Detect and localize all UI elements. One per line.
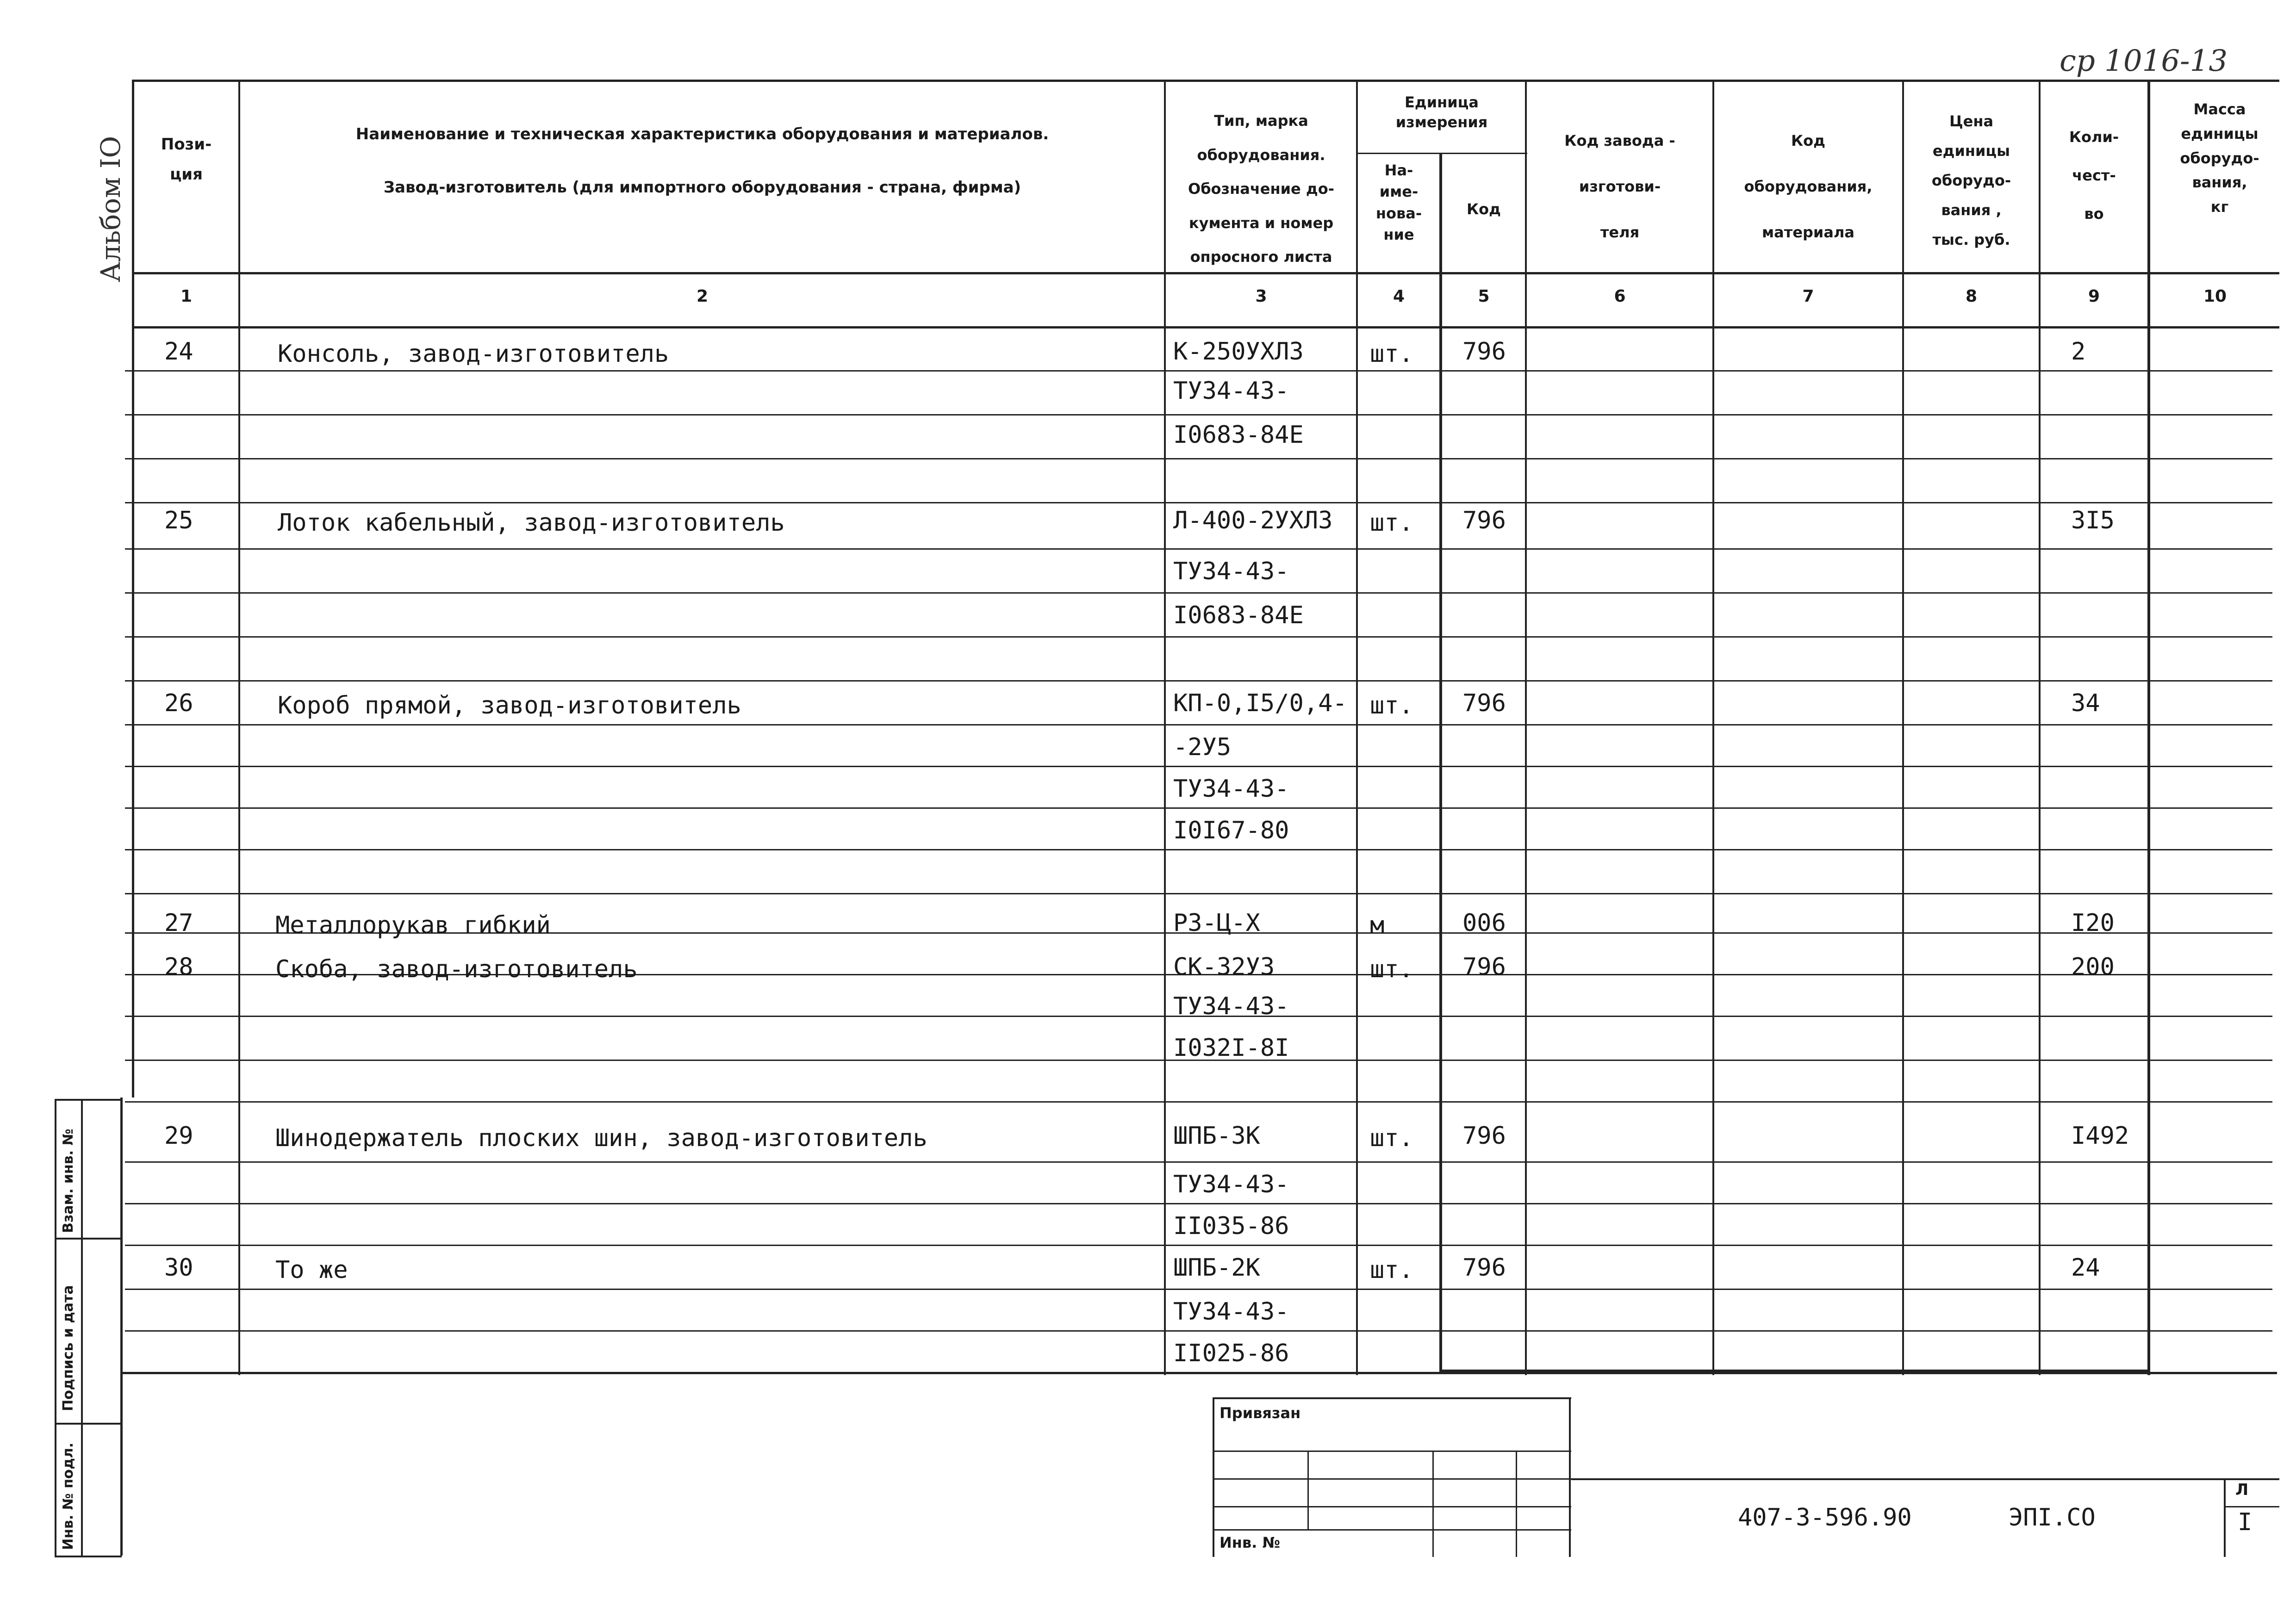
- row-type: ТУ34-43-: [1173, 775, 1289, 803]
- row-unit-code: 796: [1462, 689, 1506, 717]
- row-unit-code: 006: [1462, 909, 1506, 937]
- row-quantity: I20: [2071, 909, 2115, 937]
- row-position: 25: [164, 507, 193, 534]
- row-type: ШПБ-2К: [1173, 1254, 1260, 1282]
- row-unit-code: 796: [1462, 338, 1506, 366]
- header-mass: Масса единицы оборудо- вания, кг: [2180, 100, 2259, 216]
- row-quantity: 200: [2071, 953, 2115, 981]
- row-type: ТУ34-43-: [1173, 1298, 1289, 1326]
- sheet-number: I: [2238, 1508, 2252, 1536]
- col-num-4: 4: [1393, 287, 1405, 306]
- row-name: Консоль, завод-изготовитель: [278, 340, 669, 368]
- col-num-5: 5: [1478, 287, 1490, 306]
- row-type: -2У5: [1173, 733, 1232, 761]
- row-name: То же: [275, 1256, 348, 1284]
- row-name: Металлорукав гибкий: [275, 911, 551, 939]
- row-type: I0I67-80: [1173, 817, 1289, 844]
- stamp-privyazan-label: Привязан: [1220, 1404, 1301, 1422]
- col-num-8: 8: [1965, 287, 1978, 306]
- row-type: РЗ-Ц-Х: [1173, 909, 1260, 937]
- col-num-2: 2: [696, 287, 709, 306]
- row-type: ТУ34-43-: [1173, 558, 1289, 585]
- row-type: I032I-8I: [1173, 1034, 1289, 1062]
- header-quantity: Коли- чест- во: [2069, 128, 2119, 223]
- header-name: Наименование и техническая характеристика оборудования и материалов.: [355, 125, 1049, 143]
- sheet-code: ЭПI.СО: [2009, 1504, 2096, 1531]
- row-type: Л-400-2УХЛЗ: [1173, 507, 1333, 534]
- row-type: К-250УХЛЗ: [1173, 338, 1304, 366]
- row-position: 30: [164, 1254, 193, 1282]
- row-type: СК-32УЗ: [1173, 953, 1275, 981]
- row-unit-code: 796: [1462, 1122, 1506, 1150]
- row-type: ТУ34-43-: [1173, 1171, 1289, 1198]
- row-unit: шт.: [1370, 692, 1413, 719]
- col-num-9: 9: [2088, 287, 2100, 306]
- row-quantity: 3I5: [2071, 507, 2115, 534]
- col-num-7: 7: [1802, 287, 1814, 306]
- row-type: КП-0,I5/0,4-: [1173, 689, 1347, 717]
- row-type: ТУ34-43-: [1173, 377, 1289, 405]
- row-quantity: 2: [2071, 338, 2086, 366]
- header-unit-name: На- име- нова- ние: [1375, 161, 1422, 244]
- col-num-6: 6: [1614, 287, 1626, 306]
- header-manufacturer: Завод-изготовитель (для импортного оборудования - страна, фирма): [383, 178, 1021, 197]
- row-position: 29: [164, 1122, 193, 1150]
- row-name: Скоба, завод-изготовитель: [275, 955, 638, 983]
- col-num-1: 1: [180, 287, 193, 306]
- row-unit: шт.: [1370, 955, 1413, 983]
- header-unit-code: Код: [1467, 200, 1501, 218]
- header-position: Пози- ция: [161, 135, 212, 184]
- album-label: Альбом IO: [95, 136, 126, 282]
- row-name: Шинодержатель плоских шин, завод-изготовитель: [275, 1124, 927, 1152]
- document-code: 407-3-596.90: [1738, 1504, 1912, 1531]
- header-unit: Единица измерения: [1395, 93, 1488, 131]
- row-unit: шт.: [1370, 509, 1413, 537]
- row-unit: м: [1370, 911, 1385, 939]
- row-quantity: I492: [2071, 1122, 2129, 1150]
- row-quantity: 24: [2071, 1254, 2100, 1282]
- row-type: ШПБ-ЗК: [1173, 1122, 1260, 1150]
- header-plant-code: Код завода - изготови- теля: [1564, 132, 1675, 242]
- row-type: I0683-84Е: [1173, 421, 1304, 449]
- row-type: II035-86: [1173, 1212, 1289, 1240]
- row-unit-code: 796: [1462, 953, 1506, 981]
- handwritten-doc-code: ср 1016-13: [2060, 44, 2228, 78]
- row-name: Лоток кабельный, завод-изготовитель: [278, 509, 785, 537]
- row-unit: шт.: [1370, 340, 1413, 368]
- row-position: 24: [164, 338, 193, 366]
- row-unit-code: 796: [1462, 1254, 1506, 1282]
- row-type: ТУ34-43-: [1173, 992, 1289, 1020]
- row-position: 27: [164, 909, 193, 937]
- stamp-signature-date: Подпись и дата: [60, 1285, 76, 1411]
- row-name: Короб прямой, завод-изготовитель: [278, 692, 741, 719]
- header-type: Тип, марка оборудования. Обозначение до- кумента и номер опросного листа: [1188, 112, 1334, 266]
- stamp-vzam-inv: Взам. инв. №: [60, 1128, 76, 1233]
- row-unit-code: 796: [1462, 507, 1506, 534]
- row-unit: шт.: [1370, 1256, 1413, 1284]
- stamp-inv-podl: Инв. № подл.: [60, 1442, 76, 1550]
- row-type: II025-86: [1173, 1339, 1289, 1367]
- row-quantity: 34: [2071, 689, 2100, 717]
- row-unit: шт.: [1370, 1124, 1413, 1152]
- row-position: 28: [164, 953, 193, 981]
- stamp-inv-no-label: Инв. №: [1220, 1534, 1280, 1551]
- header-equipment-code: Код оборудования, материала: [1744, 132, 1873, 242]
- row-position: 26: [164, 689, 193, 717]
- sheet-label: Л: [2235, 1481, 2249, 1499]
- header-price: Цена единицы оборудо- вания , тыс. руб.: [1931, 112, 2011, 248]
- col-num-10: 10: [2203, 287, 2227, 306]
- row-type: I0683-84Е: [1173, 601, 1304, 629]
- col-num-3: 3: [1255, 287, 1267, 306]
